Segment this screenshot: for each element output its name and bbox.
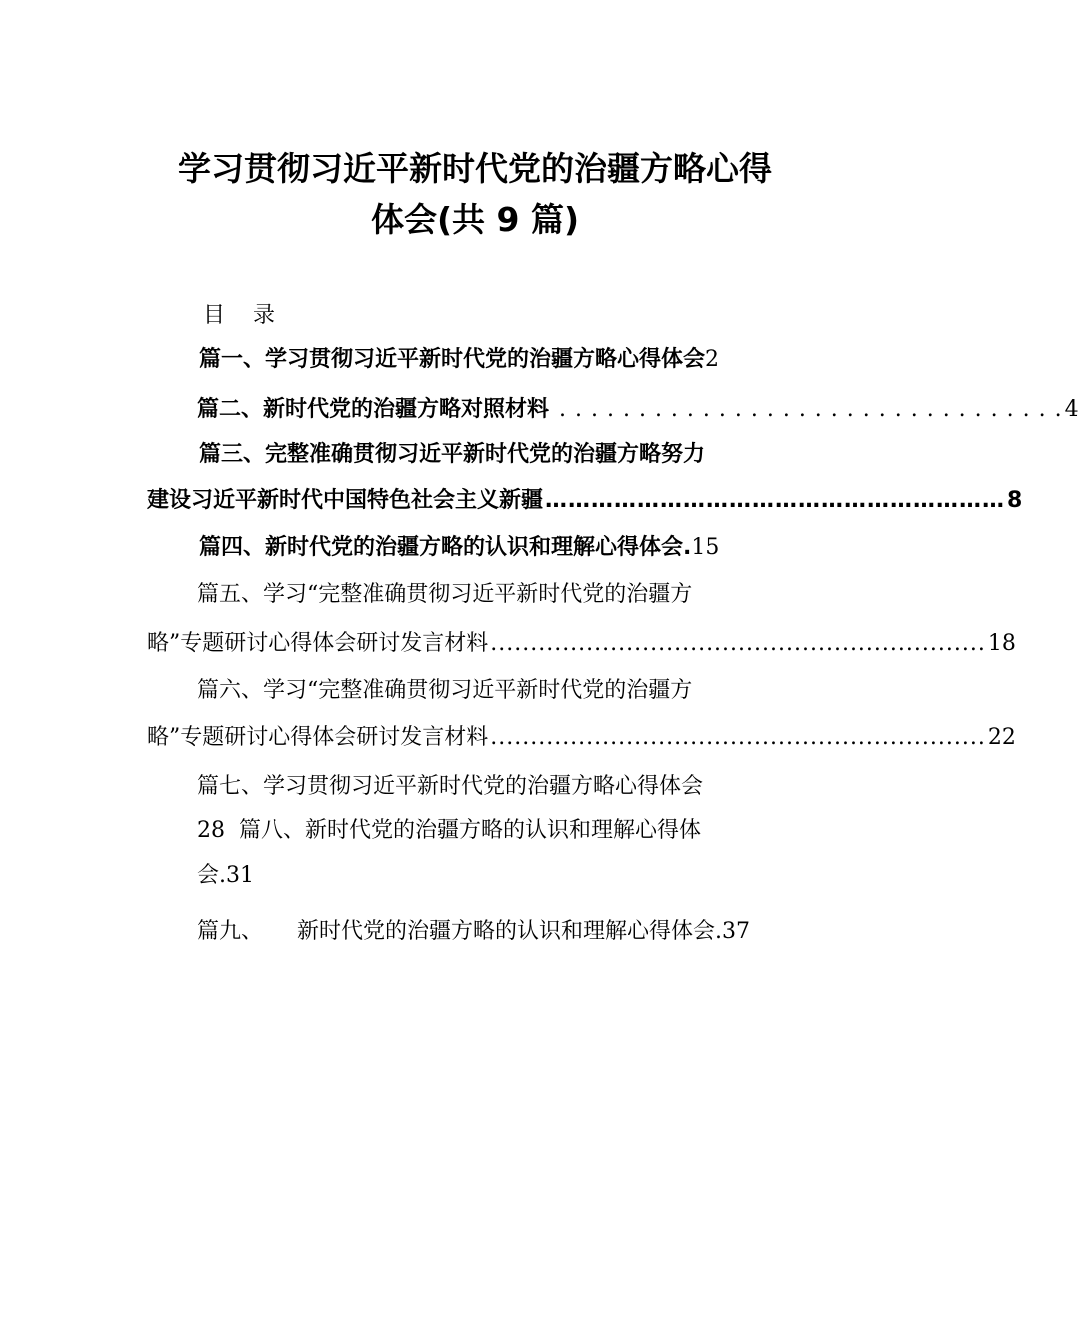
toc-entry-7-page: 28 [197,818,225,843]
toc-entry-6-cont[interactable] [147,721,1016,755]
toc-entry-2-title: 新时代党的治疆方略对照材料 [263,397,550,422]
toc-entry-7-title: 学习贯彻习近平新时代党的治疆方略心得体会 [263,774,704,799]
toc-entry-9-title: 新时代党的治疆方略的认识和理解心得体会. [297,919,723,944]
toc-entry-3-prefix: 篇三、 [199,442,266,467]
toc-entry-4-sep: . [683,535,692,560]
toc-entry-2-prefix: 篇二、 [197,397,264,422]
toc-entry-8[interactable] [197,814,701,848]
toc-entry-5-prefix: 篇五、 [197,582,264,607]
toc-entry-8-title-cont: 会. [197,863,226,888]
toc-leader-dots: .............................................................. [490,631,986,656]
toc-entry-3[interactable] [199,438,705,472]
toc-entry-7[interactable] [197,770,703,804]
toc-entry-2-page: 4 [1064,397,1079,422]
toc-entry-4[interactable] [199,531,719,565]
toc-entry-6-title: 学习“完整准确贯彻习近平新时代党的治疆方 [263,678,693,703]
toc-entry-5-cont[interactable] [147,627,1016,661]
toc-leader-dots: …………………………………………………… [545,488,1006,513]
toc-entry-4-prefix: 篇四、 [199,535,266,560]
toc-leader-dots: . . . . . . . . . . . . . . . . . . . . . . . . . . . . . . . . [551,397,1063,422]
toc-entry-9-prefix: 篇九、 [197,919,264,944]
toc-entry-8-title: 新时代党的治疆方略的认识和理解心得体 [305,818,702,843]
document-title-line1: 学习贯彻习近平新时代党的治疆方略心得 [178,149,772,188]
toc-entry-4-page: 15 [691,535,720,560]
toc-entry-8-prefix: 篇八、 [239,818,306,843]
toc-entry-6-prefix: 篇六、 [197,678,264,703]
toc-entry-1[interactable] [199,343,719,377]
toc-entry-3-title: 完整准确贯彻习近平新时代党的治疆方略努力 [265,442,706,467]
toc-entry-5[interactable] [197,578,692,612]
document-title-line2: 体会(共 9 篇) [370,200,580,239]
toc-entry-1-page: 2 [705,347,720,372]
toc-leader-dots: .............................................................. [490,725,986,750]
toc-entry-5-page: 18 [987,631,1016,656]
toc-entry-6-title-cont: 略”专题研讨心得体会研讨发言材料 [147,725,489,750]
toc-entry-5-title: 学习“完整准确贯彻习近平新时代党的治疆方 [263,582,693,607]
toc-entry-2[interactable] [197,393,1079,427]
toc-entry-3-title-cont: 建设习近平新时代中国特色社会主义新疆 [147,488,544,513]
toc-entry-5-title-cont: 略”专题研讨心得体会研讨发言材料 [147,631,489,656]
toc-entry-1-prefix: 篇一、 [199,347,266,372]
toc-entry-1-title: 学习贯彻习近平新时代党的治疆方略心得体会 [265,347,706,372]
toc-entry-9-page: 37 [722,919,751,944]
toc-entry-8-cont[interactable] [197,859,254,893]
toc-entry-6[interactable] [197,674,692,708]
toc-heading: 目 录 [203,303,275,328]
toc-entry-4-title: 新时代党的治疆方略的认识和理解心得体会 [265,535,684,560]
toc-entry-8-page: 31 [226,863,254,888]
toc-entry-3-page: 8 [1007,488,1023,513]
toc-entry-6-page: 22 [987,725,1016,750]
toc-entry-7-prefix: 篇七、 [197,774,264,799]
toc-entry-3-cont[interactable] [147,484,1023,518]
toc-entry-9[interactable] [197,915,750,949]
